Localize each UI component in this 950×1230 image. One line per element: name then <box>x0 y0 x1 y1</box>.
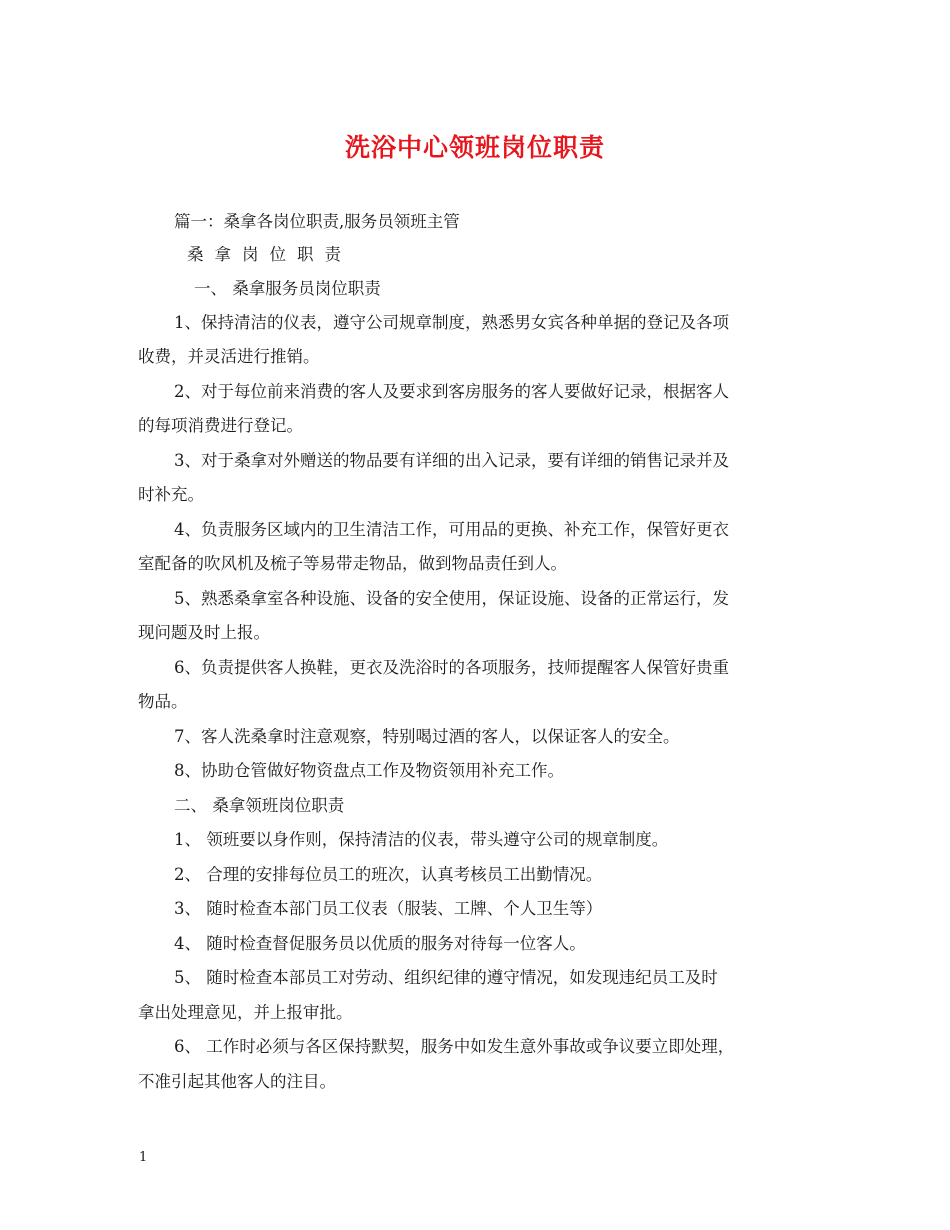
text-line: 拿出处理意见，并上报审批。 <box>138 1003 353 1022</box>
text-line: 1、 领班要以身作则，保持清洁的仪表，带头遵守公司的规章制度。 <box>174 830 669 849</box>
text-line: 1、保持清洁的仪表，遵守公司规章制度，熟悉男女宾各种单据的登记及各项 <box>174 313 729 332</box>
text-line: 5、 随时检查本部员工对劳动、组织纪律的遵守情况，如发现违纪员工及时 <box>174 968 718 987</box>
text-line: 4、 随时检查督促服务员以优质的服务对待每一位客人。 <box>174 934 586 953</box>
text-line: 5、熟悉桑拿室各种设施、设备的安全使用，保证设施、设备的正常运行，发 <box>174 589 729 608</box>
text-line: 2、 合理的安排每位员工的班次，认真考核员工出勤情况。 <box>174 865 603 884</box>
text-line: 8、协助仓管做好物资盘点工作及物资领用补充工作。 <box>174 761 564 780</box>
text-line: 二、 桑拿领班岗位职责 <box>174 796 345 815</box>
text-line: 篇一：桑拿各岗位职责,服务员领班主管 <box>174 212 460 231</box>
text-line: 物品。 <box>138 692 188 711</box>
page-number: 1 <box>139 1150 148 1165</box>
text-line: 3、对于桑拿对外赠送的物品要有详细的出入记录，要有详细的销售记录并及 <box>174 451 729 470</box>
text-line: 7、客人洗桑拿时注意观察，特别喝过酒的客人，以保证客人的安全。 <box>174 727 680 746</box>
document-title: 洗浴中心领班岗位职责 <box>344 133 605 162</box>
text-line: 室配备的吹风机及梳子等易带走物品，做到物品责任到人。 <box>138 554 567 573</box>
text-line: 一、 桑拿服务员岗位职责 <box>194 279 381 298</box>
text-line: 6、 工作时必须与各区保持默契，服务中如发生意外事故或争议要立即处理， <box>174 1037 735 1056</box>
text-line: 时补充。 <box>138 485 204 504</box>
text-line: 不准引起其他客人的注目。 <box>138 1072 336 1091</box>
text-line: 收费，并灵活进行推销。 <box>138 347 320 366</box>
text-line: 现问题及时上报。 <box>138 623 270 642</box>
text-line: 6、负责提供客人换鞋，更衣及洗浴时的各项服务，技师提醒客人保管好贵重 <box>174 658 729 677</box>
text-line: 4、负责服务区域内的卫生清洁工作，可用品的更换、补充工作，保管好更衣 <box>174 520 729 539</box>
text-line: 3、 随时检查本部门员工仪表（服装、工牌、个人卫生等） <box>174 899 603 918</box>
text-line: 的每项消费进行登记。 <box>138 416 303 435</box>
text-line: 桑拿岗位职责 <box>187 245 352 264</box>
text-line: 2、对于每位前来消费的客人及要求到客房服务的客人要做好记录，根据客人 <box>174 382 729 401</box>
